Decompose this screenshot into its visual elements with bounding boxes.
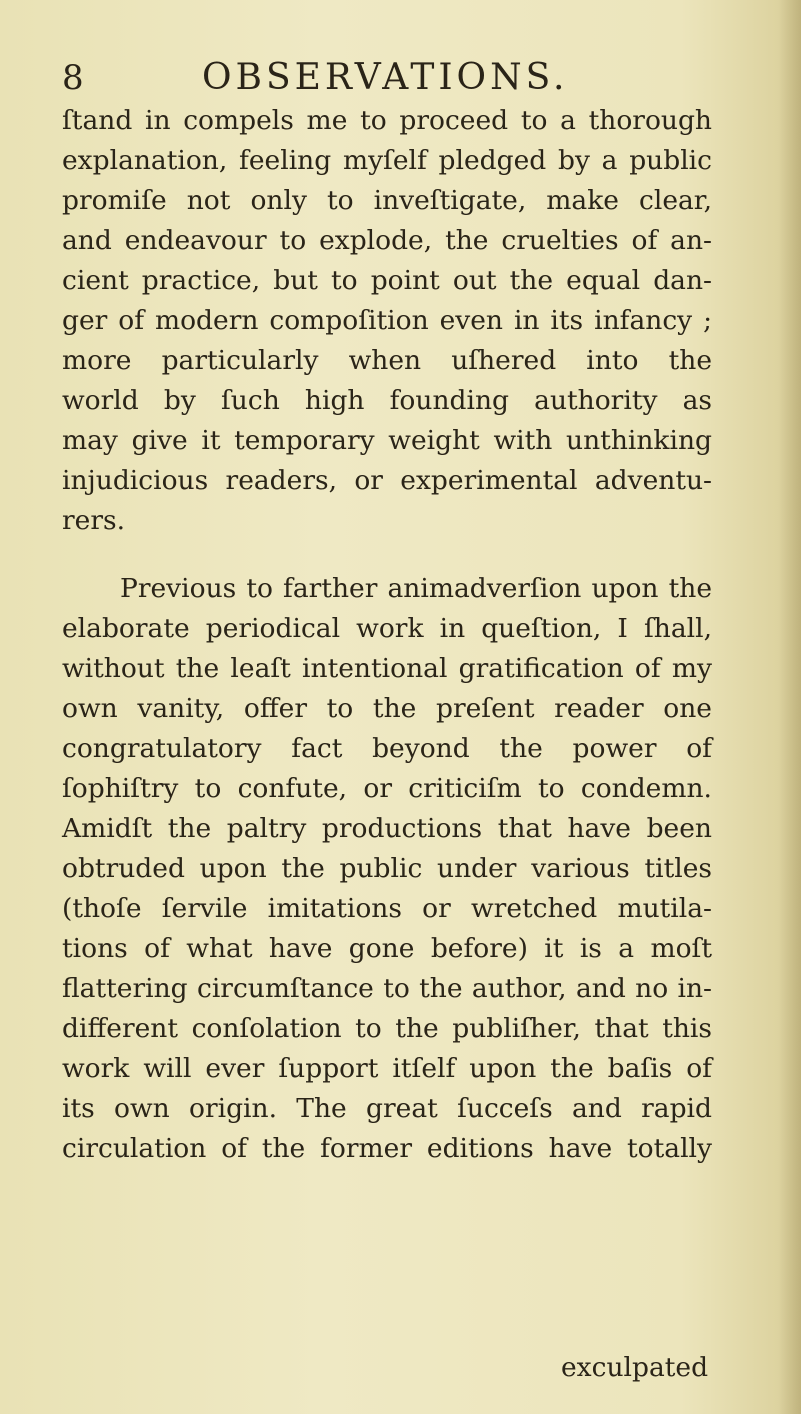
running-head: OBSERVATIONS. xyxy=(202,57,569,98)
text-line: cient practice, but to point out the equal dan- xyxy=(62,265,712,296)
text-line: work will ever ſupport itſelf upon the baſis of xyxy=(62,1053,712,1084)
text-line: Previous to farther animadverſion upon the xyxy=(120,573,712,604)
text-line: own vanity, offer to the preſent reader one xyxy=(62,693,712,724)
text-line: may give it temporary weight with unthinking xyxy=(62,425,712,456)
text-line: congratulatory fact beyond the power of xyxy=(62,733,712,764)
text-line: ſtand in compels me to proceed to a thorough xyxy=(62,105,712,136)
text-line: circulation of the former editions have totally xyxy=(62,1133,712,1164)
text-line: promiſe not only to inveſtigate, make clear, xyxy=(62,185,712,216)
text-line: world by ſuch high founding authority as xyxy=(62,385,712,416)
page-edge-shadow xyxy=(779,0,801,1414)
text-line: injudicious readers, or experimental adventu- xyxy=(62,465,712,496)
text-line: more particularly when uſhered into the xyxy=(62,345,712,376)
text-line: ſophiſtry to confute, or criticiſm to condemn. xyxy=(62,773,712,804)
text-line: ger of modern compoſition even in its infancy ; xyxy=(62,305,712,336)
text-line: tions of what have gone before) it is a moſt xyxy=(62,933,712,964)
text-line: (thoſe ſervile imitations or wretched mutila- xyxy=(62,893,712,924)
body-text xyxy=(62,101,712,1169)
catchword: exculpated xyxy=(561,1352,709,1383)
text-line: explanation, feeling myſelf pledged by a public xyxy=(62,145,712,176)
page-number: 8 xyxy=(62,58,85,98)
text-line: and endeavour to explode, the cruelties of an- xyxy=(62,225,712,256)
text-line: obtruded upon the public under various titles xyxy=(62,853,712,884)
text-line: its own origin. The great ſucceſs and rapid xyxy=(62,1093,712,1124)
text-line: different conſolation to the publiſher, that this xyxy=(62,1013,712,1044)
text-line: rers. xyxy=(62,505,126,536)
text-line: flattering circumſtance to the author, and no in- xyxy=(62,973,712,1004)
paragraph-gap xyxy=(62,541,712,569)
text-line: elaborate periodical work in queſtion, I ſhall, xyxy=(62,613,712,644)
text-line: Amidſt the paltry productions that have been xyxy=(62,813,712,844)
text-line: without the leaſt intentional gratification of my xyxy=(62,653,712,684)
